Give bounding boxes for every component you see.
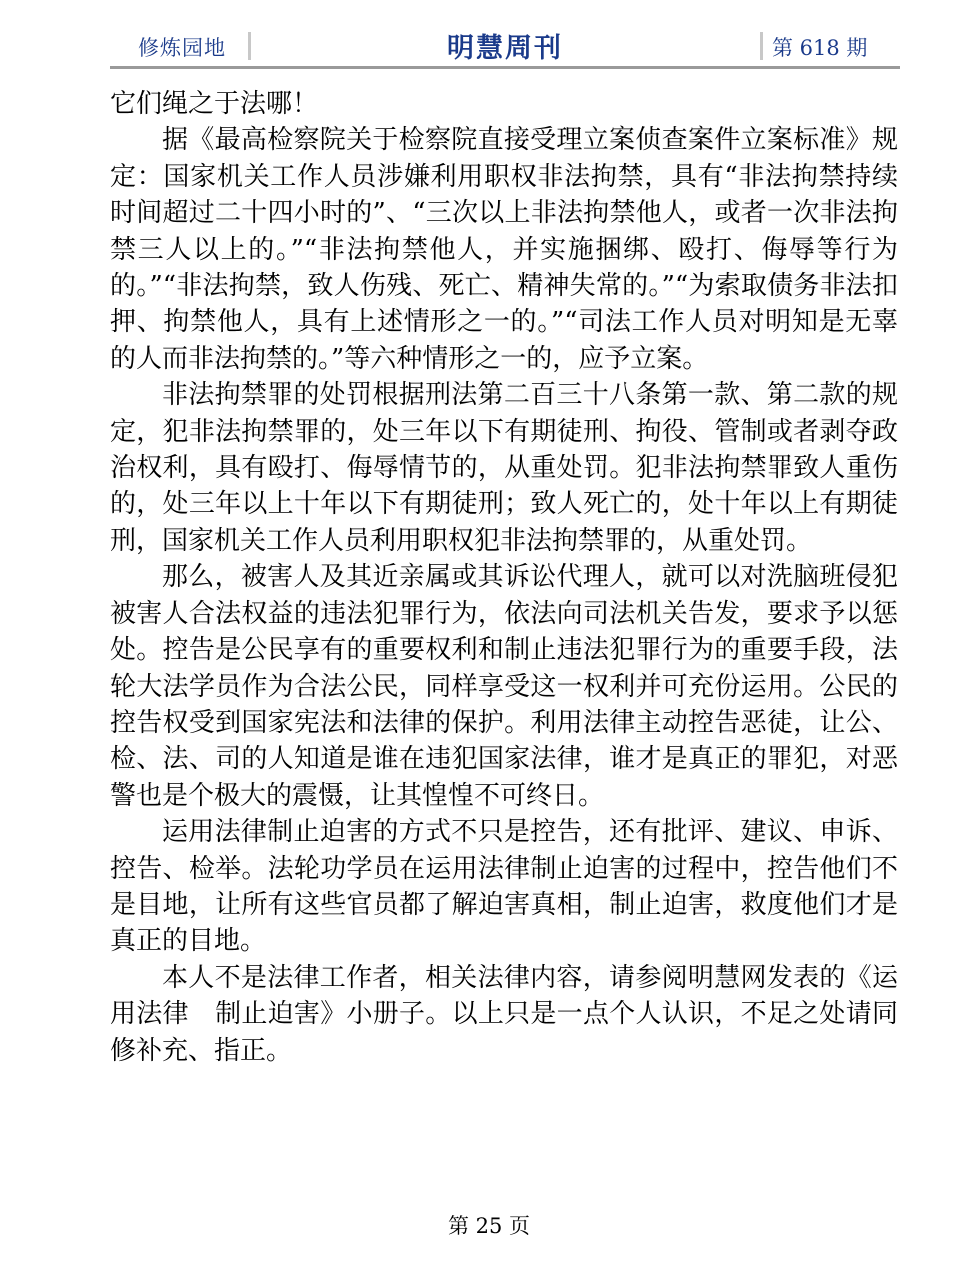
paragraph: 运用法律制止迫害的方式不只是控告，还有批评、建议、申诉、控告、检举。法轮功学员在运用法律制止迫害的过程中，控告他们不是目地，让所有这些官员都了解迫害真相，制止迫害，救度他们才是真正的目地。 bbox=[110, 817, 898, 957]
paragraph: 非法拘禁罪的处罚根据刑法第二百三十八条第一款、第二款的规定，犯非法拘禁罪的，处三年以下有期徒刑、拘役、管制或者剥夺政治权利，具有殴打、侮辱情节的，从重处罚。犯非法拘禁罪致人重伤的，处三年以上十年以下有期徒刑；致人死亡的，处十年以上有期徒刑，国家机关工作人员利用职权犯非法拘禁罪的，从重处罚。 bbox=[110, 380, 898, 556]
header-section-title: 修炼园地 bbox=[138, 36, 226, 60]
header-publication-title: 明慧周刊 bbox=[447, 33, 563, 64]
header-rule bbox=[110, 66, 900, 69]
header-issue-number: 第 618 期 bbox=[772, 36, 868, 60]
paragraph-continuation: 它们绳之于法哪！ bbox=[110, 89, 319, 119]
header-divider-right bbox=[760, 32, 763, 60]
paragraph: 据《最高检察院关于检察院直接受理立案侦查案件立案标准》规定：国家机关工作人员涉嫌利用职权非法拘禁，具有“非法拘禁持续时间超过二十四小时的”、“三次以上非法拘禁他人，或者一次非法拘禁三人以上的。”“非法拘禁他人，并实施捆绑、殴打、侮辱等行为的。”“非法拘禁，致人伤残、死亡、精神失常的。”“为索取债务非法扣押、拘禁他人，具有上述情形之一的。”“司法工作人员对明知是无辜的人而非法拘禁的。”等六种情形之一的，应予立案。 bbox=[110, 125, 898, 374]
page-header bbox=[110, 26, 900, 66]
paragraph: 那么，被害人及其近亲属或其诉讼代理人，就可以对洗脑班侵犯被害人合法权益的违法犯罪行为，依法向司法机关告发，要求予以惩处。控告是公民享有的重要权利和制止违法犯罪行为的重要手段，法轮大法学员作为合法公民，同样享受这一权利并可充份运用。公民的控告权受到国家宪法和法律的保护。利用法律主动控告恶徒，让公、检、法、司的人知道是谁在违犯国家法律，谁才是真正的罪犯，对恶警也是个极大的震慑，让其惶惶不可终日。 bbox=[110, 562, 898, 811]
article-body bbox=[110, 86, 898, 1069]
paragraph: 本人不是法律工作者，相关法律内容，请参阅明慧网发表的《运用法律 制止迫害》小册子。以上只是一点个人认识，不足之处请同修补充、指正。 bbox=[110, 962, 898, 1066]
page-number: 第 25 页 bbox=[447, 1214, 531, 1238]
